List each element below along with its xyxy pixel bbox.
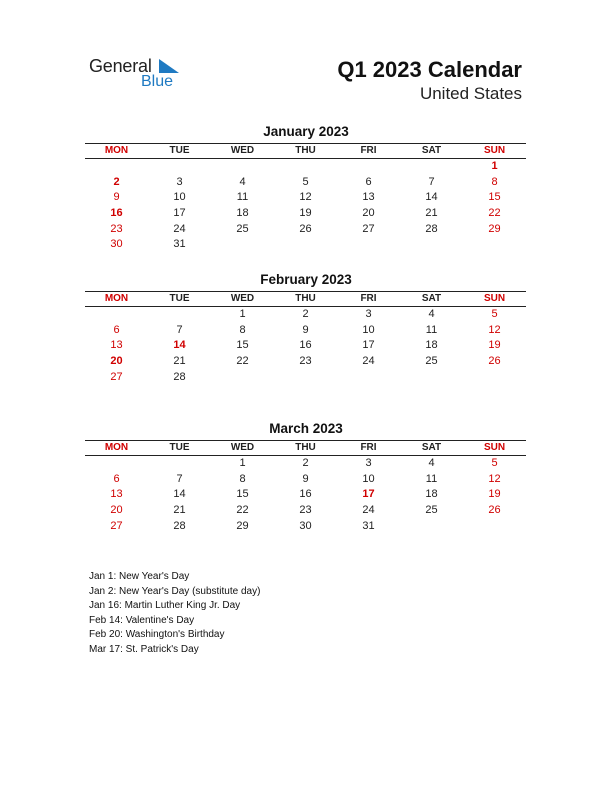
brand-logo [89,56,189,96]
weekday-header-mon: MON [85,291,148,307]
day-cell: 4 [428,457,435,469]
day-cell: 18 [425,488,438,501]
holiday-list-item: Feb 14: Valentine's Day [89,614,195,626]
day-cell: 14 [173,488,186,501]
day-cell: 8 [239,472,246,485]
empty-day-cell [148,456,211,472]
day-cell: 9 [302,323,309,336]
day-cell: 7 [176,472,183,485]
page-title: Q1 2023 Calendar [337,57,522,82]
day-cell: 12 [299,191,312,204]
holiday-list-item: Jan 1: New Year's Day [89,571,190,582]
logo-text-general: General [89,56,152,76]
day-cell: 22 [236,504,249,517]
day-cell: 15 [236,488,249,501]
day-cell: 11 [236,191,249,204]
day-cell: 5 [491,308,498,320]
day-cell: 22 [236,355,249,368]
day-cell: 12 [488,323,501,336]
day-cell: 6 [113,323,120,336]
day-cell: 16 [299,488,312,501]
weekday-header-sun: SUN [463,291,526,307]
country-subtitle: United States [419,84,522,103]
weekday-header-fri: FRI [337,440,400,456]
day-cell: 3 [176,175,183,188]
day-cell: 5 [302,175,309,188]
day-cell: 20 [362,207,375,220]
month-calendar-march [85,421,527,534]
empty-day-cell [148,307,211,323]
empty-day-cell [400,159,463,175]
day-cell: 11 [425,472,438,485]
day-cell: 26 [299,222,312,235]
day-cell: 5 [491,457,498,469]
day-cell: 27 [362,222,375,235]
day-cell: 20 [110,355,123,368]
holiday-list-item: Jan 16: Martin Luther King Jr. Day [89,600,241,611]
day-cell: 11 [425,323,438,336]
day-cell: 21 [173,504,186,517]
weekday-header-thu: THU [274,143,337,159]
calendar-grid [85,440,526,534]
day-cell: 17 [362,488,375,501]
holiday-list [89,570,260,657]
month-calendar-february [85,272,527,385]
day-cell: 1 [491,160,498,172]
day-cell: 24 [362,504,375,517]
weekday-header-thu: THU [274,291,337,307]
day-cell: 13 [110,339,123,352]
day-cell: 1 [239,308,246,320]
weekday-header-mon: MON [85,143,148,159]
logo-flag-icon [159,59,179,73]
day-cell: 23 [299,504,312,517]
empty-day-cell [337,159,400,175]
day-cell: 2 [302,308,309,320]
day-cell: 27 [110,370,123,383]
day-cell: 26 [488,504,501,517]
day-cell: 10 [173,191,186,204]
day-cell: 10 [362,323,375,336]
weekday-header-sat: SAT [400,291,463,307]
day-cell: 18 [425,339,438,352]
day-cell: 6 [113,472,120,485]
empty-day-cell [148,159,211,175]
empty-day-cell [85,307,148,323]
day-cell: 9 [113,191,120,204]
empty-day-cell [85,456,148,472]
day-cell: 26 [488,355,501,368]
weekday-header-sun: SUN [463,440,526,456]
day-cell: 21 [425,207,438,220]
weekday-header-thu: THU [274,440,337,456]
empty-day-cell [85,159,148,175]
day-cell: 15 [236,339,249,352]
weekday-header-tue: TUE [148,143,211,159]
weekday-header-sun: SUN [463,143,526,159]
holiday-list-item: Feb 20: Washington's Birthday [89,629,225,640]
day-cell: 25 [236,222,249,235]
day-cell: 19 [488,339,501,352]
day-cell: 22 [488,207,501,220]
month-calendar-january [85,124,527,253]
day-cell: 8 [239,323,246,336]
day-cell: 28 [425,222,438,235]
day-cell: 29 [488,222,501,235]
weekday-header-sat: SAT [400,440,463,456]
day-cell: 28 [173,370,186,383]
day-cell: 19 [488,488,501,501]
day-cell: 17 [173,207,186,220]
weekday-header-wed: WED [211,440,274,456]
empty-day-cell [211,159,274,175]
weekday-header-fri: FRI [337,291,400,307]
day-cell: 4 [428,308,435,320]
day-cell: 25 [425,355,438,368]
day-cell: 2 [113,175,120,188]
day-cell: 14 [425,191,438,204]
day-cell: 25 [425,504,438,517]
empty-day-cell [274,159,337,175]
day-cell: 7 [176,323,183,336]
day-cell: 24 [362,355,375,368]
day-cell: 14 [173,339,186,352]
day-cell: 24 [173,222,186,235]
calendar-grid [85,291,526,385]
day-cell: 23 [110,222,123,235]
calendar-grid [85,143,526,253]
day-cell: 10 [362,472,375,485]
day-cell: 29 [236,519,249,532]
weekday-header-fri: FRI [337,143,400,159]
day-cell: 15 [488,191,501,204]
logo-text-blue: Blue [141,73,174,90]
day-cell: 20 [110,504,123,517]
day-cell: 28 [173,519,186,532]
day-cell: 9 [302,472,309,485]
day-cell: 30 [299,519,312,532]
weekday-header-tue: TUE [148,440,211,456]
day-cell: 3 [365,457,372,469]
weekday-header-tue: TUE [148,291,211,307]
day-cell: 16 [110,207,123,220]
day-cell: 8 [491,175,498,188]
day-cell: 6 [365,175,372,188]
day-cell: 17 [362,339,375,352]
day-cell: 21 [173,355,186,368]
holiday-list-item: Mar 17: St. Patrick's Day [89,643,199,655]
day-cell: 3 [365,308,372,320]
day-cell: 7 [428,175,435,188]
day-cell: 27 [110,519,123,532]
day-cell: 13 [362,191,375,204]
day-cell: 23 [299,355,312,368]
month-title: March 2023 [269,421,343,436]
day-cell: 13 [110,488,123,501]
day-cell: 2 [302,457,309,469]
month-title: January 2023 [263,124,349,139]
day-cell: 30 [110,238,123,251]
day-cell: 4 [239,175,246,188]
day-cell: 16 [299,339,312,352]
day-cell: 31 [362,519,375,532]
day-cell: 1 [239,457,246,469]
month-title: February 2023 [260,272,352,287]
weekday-header-sat: SAT [400,143,463,159]
holiday-list-item: Jan 2: New Year's Day (substitute day) [89,585,261,597]
day-cell: 12 [488,472,501,485]
weekday-header-mon: MON [85,440,148,456]
day-cell: 19 [299,207,312,220]
weekday-header-wed: WED [211,291,274,307]
day-cell: 18 [236,207,249,220]
day-cell: 31 [173,238,186,251]
weekday-header-wed: WED [211,143,274,159]
